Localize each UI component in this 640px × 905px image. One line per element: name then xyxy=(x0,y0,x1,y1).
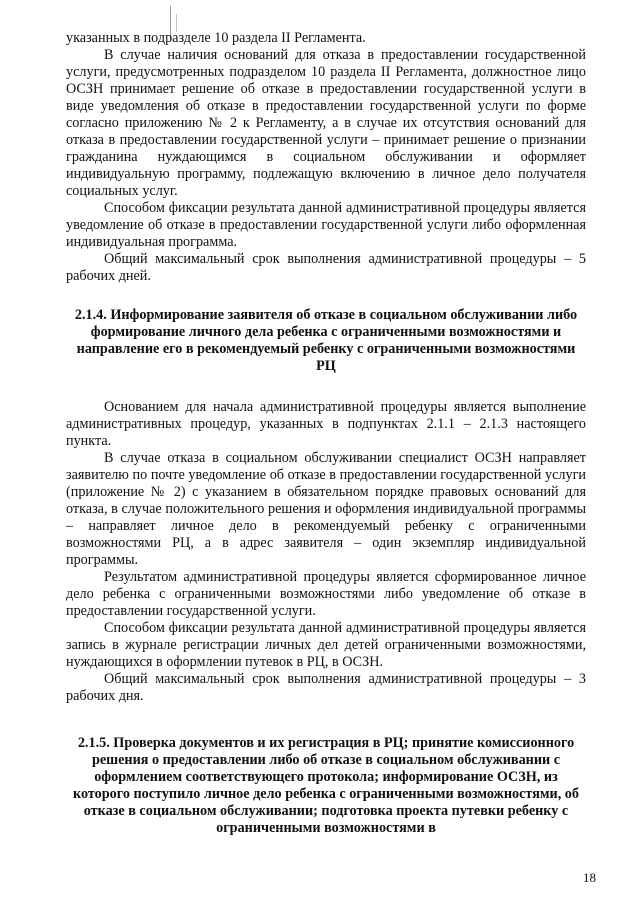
paragraph-max-term: Общий максимальный срок выполнения административной процедуры – 5 рабочих дней. xyxy=(66,251,586,284)
page-number: 18 xyxy=(583,870,596,885)
paragraph-fixation-method: Способом фиксации результата данной административной процедуры является уведомление об отказе в предоставлении государственной услуги либо оформленная индивидуальная программа. xyxy=(66,200,586,250)
paragraph-result: Результатом административной процедуры является сформированное личное дело ребенка с ограниченными возможностями либо уведомление об отказе в предоставлении государственной услуги. xyxy=(66,569,586,619)
paragraph-refusal-grounds: В случае наличия оснований для отказа в предоставлении государственной услуги, предусмотренных подразделом 10 раздела II Регламента, должностное лицо ОСЗН принимает решение об отказе в предоставлении государственной услуги в виде уведомления об отказе в предоставлении государственной услуги по форме согласно приложению № 2 к Регламенту, а в случае их отсутствия оснований для отказа в предоставлении государственной услуги – принимает решение о признании гражданина нуждающимся в социальном обслуживании и оформляет индивидуальную программу, подлежащую включению в личное дело получателя социальных услуг. xyxy=(66,47,586,199)
paragraph-refusal-case: В случае отказа в социальном обслуживании специалист ОСЗН направляет заявителю по почте уведомление об отказе в предоставлении государственной услуги (приложение № 2) с указанием в обязательном порядке правовых оснований для отказа, в случае положительного решения и оформления индивидуальной программы – направляет личное дело в рекомендуемый ребенку с ограниченными возможностями РЦ, а в адрес заявителя – один экземпляр индивидуальной программы. xyxy=(66,450,586,568)
section-heading-2-1-5: 2.1.5. Проверка документов и их регистрация в РЦ; принятие комиссионного решения о предоставлении либо об отказе в социальном обслуживании с оформлением соответствующего протокола; информирование ОСЗН, из которого поступило личное дело ребенка с ограниченными возможностями, об отказе в социальном обслуживании; подготовка проекта путевки ребенку с ограниченными возможностями в xyxy=(73,735,579,836)
document-page xyxy=(66,30,586,861)
section-heading-2-1-4: 2.1.4. Информирование заявителя об отказе в социальном обслуживании либо формирование личного дела ребенка с ограниченными возможностями и направление его в рекомендуемый ребенку с ограниченными возможностями РЦ xyxy=(74,307,578,374)
paragraph-grounds: Основанием для начала административной процедуры является выполнение административных процедур, указанных в подпунктах 2.1.1 – 2.1.3 настоящего пункта. xyxy=(66,399,586,449)
paragraph-fixation-method: Способом фиксации результата данной административной процедуры является запись в журнале регистрации личных дел детей ограниченными возможностями, нуждающихся в оформлении путевок в РЦ, в ОСЗН. xyxy=(66,620,586,670)
paragraph-max-term: Общий максимальный срок выполнения административной процедуры – 3 рабочих дня. xyxy=(66,671,586,704)
paragraph-continuation: указанных в подразделе 10 раздела II Регламента. xyxy=(66,30,366,46)
